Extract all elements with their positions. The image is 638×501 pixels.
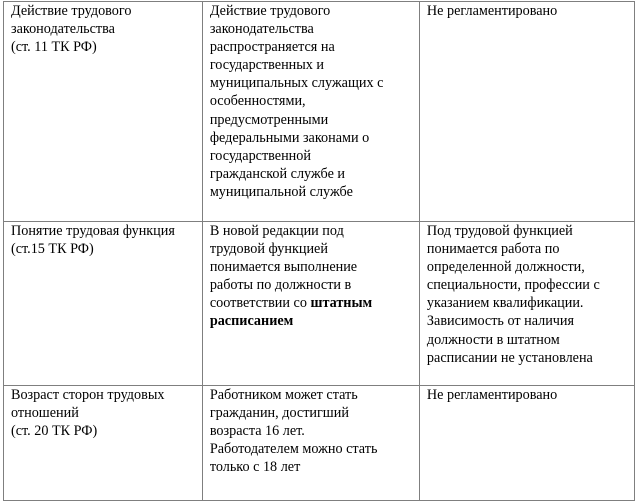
table-cell-new-edition: В новой редакции под трудовой функцией понимается выполнение работы по должности в соответствии со штатным расписанием	[202, 222, 419, 386]
bold-term: штатным	[310, 295, 373, 312]
table-cell-old-edition: Не регламентировано	[419, 386, 634, 501]
text-line-with-bold: соответствии со штатным	[209, 295, 373, 312]
table-cell-topic: Понятие трудовая функция (ст.15 ТК РФ)	[4, 222, 203, 386]
table-cell-new-edition: Работником может стать гражданин, достигший возраста 16 лет. Работодателем можно стать только с 18 лет	[202, 386, 419, 501]
table-cell-topic: Возраст сторон трудовых отношений (ст. 20 ТК РФ)	[4, 386, 203, 501]
table-row	[4, 386, 635, 501]
table-row	[4, 222, 635, 386]
table-cell-old-edition: Не регламентировано	[419, 2, 634, 222]
bold-term: расписанием	[209, 313, 294, 330]
table-cell-topic: Действие трудового законодательства (ст. 11 ТК РФ)	[4, 2, 203, 222]
comparison-table	[3, 1, 635, 501]
table-row	[4, 2, 635, 222]
table-cell-old-edition: Под трудовой функцией понимается работа по определенной должности, специальности, профессии с указанием квалификации. Зависимость от наличия должности в штатном расписании не установлена	[419, 222, 634, 386]
table-cell-new-edition: Действие трудового законодательства распространяется на государственных и муниципальных служащих с особенностями, предусмотренными федеральными законами о государственной гражданской службе и муниципальной службе	[202, 2, 419, 222]
